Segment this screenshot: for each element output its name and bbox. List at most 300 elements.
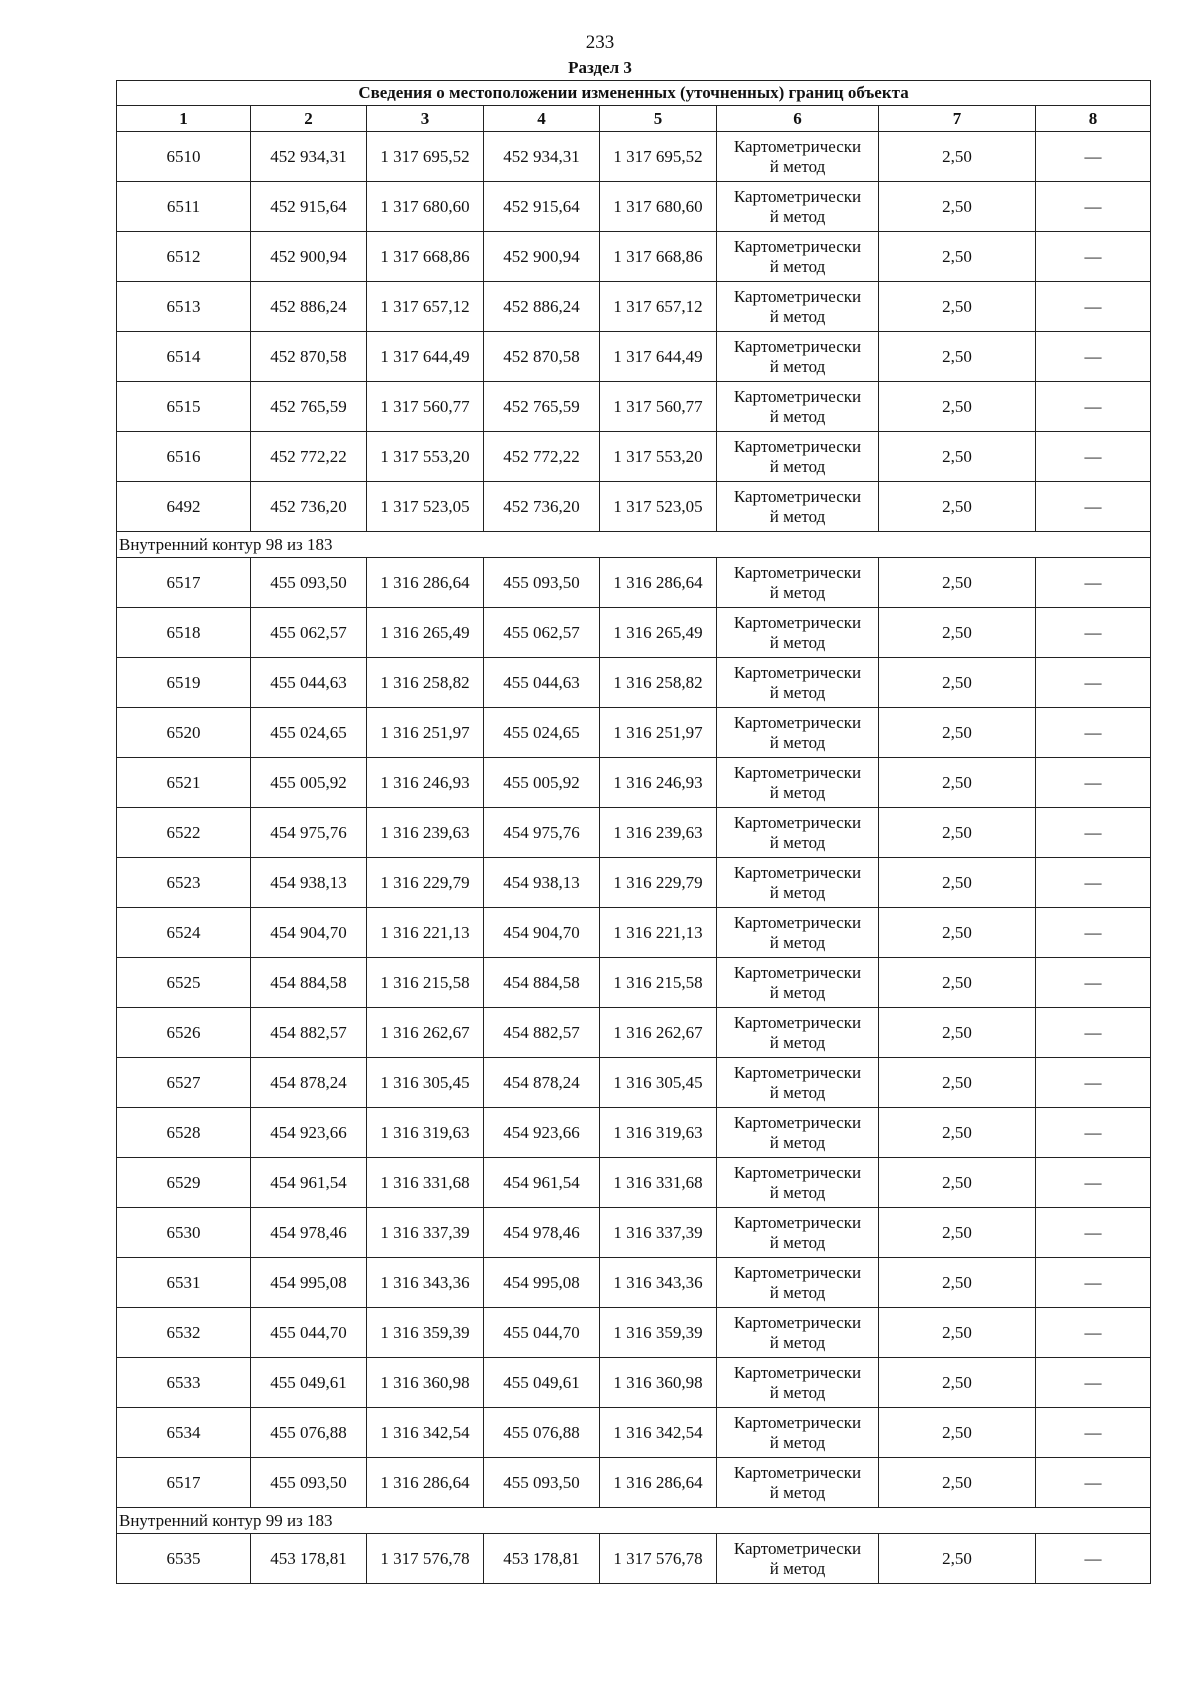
- y-coordinate-cell: 1 316 215,58: [367, 958, 484, 1008]
- method-cell: [717, 708, 879, 758]
- description-cell: —: [1036, 1458, 1151, 1508]
- accuracy-cell: 2,50: [879, 382, 1036, 432]
- x-coordinate-cell: 452 772,22: [484, 432, 600, 482]
- accuracy-cell: 2,50: [879, 1158, 1036, 1208]
- point-number-cell: 6524: [117, 908, 251, 958]
- method-text-line: й метод: [769, 406, 826, 426]
- x-coordinate-cell: 455 024,65: [484, 708, 600, 758]
- accuracy-cell: 2,50: [879, 758, 1036, 808]
- method-cell: [717, 332, 879, 382]
- contour-header-row: [117, 1508, 1151, 1534]
- method-text-line: й метод: [769, 932, 826, 952]
- x-coordinate-cell: 455 093,50: [251, 558, 367, 608]
- table-row: [117, 282, 1151, 332]
- y-coordinate-cell: 1 317 644,49: [600, 332, 717, 382]
- page-number: 233: [585, 32, 615, 53]
- y-coordinate-cell: 1 316 343,36: [367, 1258, 484, 1308]
- point-number-cell: 6510: [117, 132, 251, 182]
- x-coordinate-cell: 454 975,76: [251, 808, 367, 858]
- column-header: 1: [117, 106, 251, 132]
- description-cell: —: [1036, 958, 1151, 1008]
- y-coordinate-cell: 1 317 560,77: [367, 382, 484, 432]
- y-coordinate-cell: 1 316 251,97: [367, 708, 484, 758]
- accuracy-cell: 2,50: [879, 432, 1036, 482]
- method-text-line: Картометрически: [733, 762, 862, 782]
- description-cell: —: [1036, 232, 1151, 282]
- table-row: [117, 1008, 1151, 1058]
- table-row: [117, 708, 1151, 758]
- x-coordinate-cell: 452 886,24: [484, 282, 600, 332]
- y-coordinate-cell: 1 317 680,60: [367, 182, 484, 232]
- x-coordinate-cell: 455 076,88: [251, 1408, 367, 1458]
- method-text-line: Картометрически: [733, 1362, 862, 1382]
- y-coordinate-cell: 1 316 239,63: [367, 808, 484, 858]
- x-coordinate-cell: 454 938,13: [251, 858, 367, 908]
- x-coordinate-cell: 455 049,61: [251, 1358, 367, 1408]
- point-number-cell: 6535: [117, 1534, 251, 1584]
- method-text-line: й метод: [769, 156, 826, 176]
- y-coordinate-cell: 1 316 305,45: [600, 1058, 717, 1108]
- x-coordinate-cell: 452 870,58: [251, 332, 367, 382]
- table-row: [117, 608, 1151, 658]
- table-row: [117, 382, 1151, 432]
- x-coordinate-cell: 452 934,31: [251, 132, 367, 182]
- method-cell: [717, 182, 879, 232]
- point-number-cell: 6527: [117, 1058, 251, 1108]
- x-coordinate-cell: 452 772,22: [251, 432, 367, 482]
- table-caption: Сведения о местоположении измененных (уточненных) границ объекта: [117, 81, 1151, 106]
- table-row: [117, 332, 1151, 382]
- x-coordinate-cell: 455 005,92: [484, 758, 600, 808]
- point-number-cell: 6530: [117, 1208, 251, 1258]
- y-coordinate-cell: 1 316 286,64: [367, 558, 484, 608]
- method-cell: [717, 132, 879, 182]
- method-cell: [717, 1408, 879, 1458]
- method-cell: [717, 1258, 879, 1308]
- method-text-line: й метод: [769, 306, 826, 326]
- method-text-line: й метод: [769, 1032, 826, 1052]
- x-coordinate-cell: 452 765,59: [251, 382, 367, 432]
- method-text-line: Картометрически: [733, 1312, 862, 1332]
- method-text-line: й метод: [769, 732, 826, 752]
- x-coordinate-cell: 452 736,20: [251, 482, 367, 532]
- description-cell: —: [1036, 1534, 1151, 1584]
- x-coordinate-cell: 452 934,31: [484, 132, 600, 182]
- y-coordinate-cell: 1 317 553,20: [367, 432, 484, 482]
- method-text-line: Картометрически: [733, 712, 862, 732]
- x-coordinate-cell: 452 900,94: [484, 232, 600, 282]
- y-coordinate-cell: 1 316 221,13: [600, 908, 717, 958]
- point-number-cell: 6534: [117, 1408, 251, 1458]
- description-cell: —: [1036, 1258, 1151, 1308]
- x-coordinate-cell: 452 886,24: [251, 282, 367, 332]
- method-text-line: Картометрически: [733, 486, 862, 506]
- y-coordinate-cell: 1 316 265,49: [600, 608, 717, 658]
- x-coordinate-cell: 452 915,64: [251, 182, 367, 232]
- y-coordinate-cell: 1 316 286,64: [367, 1458, 484, 1508]
- method-text-line: Картометрически: [733, 336, 862, 356]
- accuracy-cell: 2,50: [879, 482, 1036, 532]
- x-coordinate-cell: 454 995,08: [484, 1258, 600, 1308]
- description-cell: —: [1036, 182, 1151, 232]
- description-cell: —: [1036, 758, 1151, 808]
- accuracy-cell: 2,50: [879, 1534, 1036, 1584]
- point-number-cell: 6528: [117, 1108, 251, 1158]
- method-cell: [717, 908, 879, 958]
- description-cell: —: [1036, 858, 1151, 908]
- method-text-line: Картометрически: [733, 136, 862, 156]
- method-cell: [717, 658, 879, 708]
- accuracy-cell: 2,50: [879, 332, 1036, 382]
- method-text-line: й метод: [769, 1132, 826, 1152]
- x-coordinate-cell: 455 049,61: [484, 1358, 600, 1408]
- table-row: [117, 1358, 1151, 1408]
- method-cell: [717, 1158, 879, 1208]
- y-coordinate-cell: 1 316 262,67: [367, 1008, 484, 1058]
- x-coordinate-cell: 455 044,63: [251, 658, 367, 708]
- y-coordinate-cell: 1 316 246,93: [367, 758, 484, 808]
- x-coordinate-cell: 455 062,57: [251, 608, 367, 658]
- x-coordinate-cell: 455 044,70: [251, 1308, 367, 1358]
- point-number-cell: 6526: [117, 1008, 251, 1058]
- method-cell: [717, 232, 879, 282]
- y-coordinate-cell: 1 317 560,77: [600, 382, 717, 432]
- table-row: [117, 432, 1151, 482]
- y-coordinate-cell: 1 316 331,68: [367, 1158, 484, 1208]
- y-coordinate-cell: 1 317 657,12: [367, 282, 484, 332]
- y-coordinate-cell: 1 316 229,79: [600, 858, 717, 908]
- x-coordinate-cell: 454 904,70: [484, 908, 600, 958]
- method-cell: [717, 382, 879, 432]
- method-cell: [717, 1008, 879, 1058]
- contour-header-row: [117, 532, 1151, 558]
- x-coordinate-cell: 455 076,88: [484, 1408, 600, 1458]
- y-coordinate-cell: 1 317 576,78: [600, 1534, 717, 1584]
- column-header: 3: [367, 106, 484, 132]
- method-text-line: й метод: [769, 1232, 826, 1252]
- table-row: [117, 758, 1151, 808]
- table-row: [117, 1158, 1151, 1208]
- y-coordinate-cell: 1 316 319,63: [367, 1108, 484, 1158]
- x-coordinate-cell: 452 736,20: [484, 482, 600, 532]
- y-coordinate-cell: 1 316 215,58: [600, 958, 717, 1008]
- method-text-line: й метод: [769, 1482, 826, 1502]
- y-coordinate-cell: 1 316 258,82: [600, 658, 717, 708]
- description-cell: —: [1036, 382, 1151, 432]
- method-text-line: Картометрически: [733, 1062, 862, 1082]
- y-coordinate-cell: 1 316 251,97: [600, 708, 717, 758]
- x-coordinate-cell: 452 870,58: [484, 332, 600, 382]
- y-coordinate-cell: 1 316 359,39: [600, 1308, 717, 1358]
- point-number-cell: 6518: [117, 608, 251, 658]
- x-coordinate-cell: 454 882,57: [484, 1008, 600, 1058]
- method-text-line: й метод: [769, 506, 826, 526]
- x-coordinate-cell: 454 878,24: [484, 1058, 600, 1108]
- table-row: [117, 1108, 1151, 1158]
- y-coordinate-cell: 1 316 331,68: [600, 1158, 717, 1208]
- accuracy-cell: 2,50: [879, 232, 1036, 282]
- method-text-line: Картометрически: [733, 1012, 862, 1032]
- table-row: [117, 1058, 1151, 1108]
- x-coordinate-cell: 454 961,54: [484, 1158, 600, 1208]
- y-coordinate-cell: 1 316 337,39: [367, 1208, 484, 1258]
- description-cell: —: [1036, 908, 1151, 958]
- accuracy-cell: 2,50: [879, 182, 1036, 232]
- description-cell: —: [1036, 558, 1151, 608]
- method-cell: [717, 282, 879, 332]
- method-cell: [717, 958, 879, 1008]
- method-cell: [717, 1458, 879, 1508]
- y-coordinate-cell: 1 316 342,54: [367, 1408, 484, 1458]
- accuracy-cell: 2,50: [879, 1358, 1036, 1408]
- column-header: 8: [1036, 106, 1151, 132]
- y-coordinate-cell: 1 317 695,52: [600, 132, 717, 182]
- method-text-line: Картометрически: [733, 912, 862, 932]
- point-number-cell: 6520: [117, 708, 251, 758]
- method-cell: [717, 1108, 879, 1158]
- y-coordinate-cell: 1 317 668,86: [600, 232, 717, 282]
- x-coordinate-cell: 455 093,50: [484, 558, 600, 608]
- x-coordinate-cell: 453 178,81: [484, 1534, 600, 1584]
- description-cell: —: [1036, 1008, 1151, 1058]
- y-coordinate-cell: 1 316 343,36: [600, 1258, 717, 1308]
- method-cell: [717, 1534, 879, 1584]
- x-coordinate-cell: 455 044,70: [484, 1308, 600, 1358]
- description-cell: —: [1036, 432, 1151, 482]
- table-row: [117, 558, 1151, 608]
- x-coordinate-cell: 455 062,57: [484, 608, 600, 658]
- x-coordinate-cell: 454 884,58: [251, 958, 367, 1008]
- table-row: [117, 132, 1151, 182]
- x-coordinate-cell: 454 904,70: [251, 908, 367, 958]
- method-cell: [717, 482, 879, 532]
- table-body: [117, 81, 1151, 1584]
- accuracy-cell: 2,50: [879, 1408, 1036, 1458]
- point-number-cell: 6516: [117, 432, 251, 482]
- point-number-cell: 6511: [117, 182, 251, 232]
- table-row: [117, 1258, 1151, 1308]
- y-coordinate-cell: 1 317 553,20: [600, 432, 717, 482]
- table-row: [117, 482, 1151, 532]
- accuracy-cell: 2,50: [879, 132, 1036, 182]
- method-text-line: й метод: [769, 1432, 826, 1452]
- method-text-line: й метод: [769, 256, 826, 276]
- table-row: [117, 958, 1151, 1008]
- table-row: [117, 1534, 1151, 1584]
- y-coordinate-cell: 1 316 258,82: [367, 658, 484, 708]
- accuracy-cell: 2,50: [879, 1208, 1036, 1258]
- method-text-line: й метод: [769, 1382, 826, 1402]
- method-text-line: Картометрически: [733, 562, 862, 582]
- y-coordinate-cell: 1 317 680,60: [600, 182, 717, 232]
- method-cell: [717, 808, 879, 858]
- point-number-cell: 6514: [117, 332, 251, 382]
- coordinates-table: [116, 80, 1151, 1584]
- table-row: [117, 808, 1151, 858]
- description-cell: —: [1036, 1058, 1151, 1108]
- accuracy-cell: 2,50: [879, 808, 1036, 858]
- method-text-line: й метод: [769, 456, 826, 476]
- method-text-line: й метод: [769, 682, 826, 702]
- point-number-cell: 6513: [117, 282, 251, 332]
- table-row: [117, 232, 1151, 282]
- table-row: [117, 1308, 1151, 1358]
- y-coordinate-cell: 1 316 262,67: [600, 1008, 717, 1058]
- method-text-line: й метод: [769, 1282, 826, 1302]
- section-title: Раздел 3: [568, 58, 632, 77]
- method-text-line: Картометрически: [733, 1212, 862, 1232]
- x-coordinate-cell: 454 923,66: [484, 1108, 600, 1158]
- contour-label: Внутренний контур 99 из 183: [117, 1508, 1151, 1534]
- x-coordinate-cell: 454 923,66: [251, 1108, 367, 1158]
- method-cell: [717, 858, 879, 908]
- description-cell: —: [1036, 608, 1151, 658]
- table-row: [117, 182, 1151, 232]
- method-text-line: й метод: [769, 882, 826, 902]
- accuracy-cell: 2,50: [879, 1108, 1036, 1158]
- method-text-line: Картометрически: [733, 1538, 862, 1558]
- method-cell: [717, 1208, 879, 1258]
- point-number-cell: 6532: [117, 1308, 251, 1358]
- y-coordinate-cell: 1 316 229,79: [367, 858, 484, 908]
- method-text-line: й метод: [769, 1558, 826, 1578]
- point-number-cell: 6492: [117, 482, 251, 532]
- y-coordinate-cell: 1 316 239,63: [600, 808, 717, 858]
- method-cell: [717, 432, 879, 482]
- method-text-line: й метод: [769, 356, 826, 376]
- method-cell: [717, 1308, 879, 1358]
- method-text-line: Картометрически: [733, 1462, 862, 1482]
- method-text-line: Картометрически: [733, 1112, 862, 1132]
- method-text-line: й метод: [769, 782, 826, 802]
- table-row: [117, 908, 1151, 958]
- description-cell: —: [1036, 1158, 1151, 1208]
- method-text-line: Картометрически: [733, 286, 862, 306]
- x-coordinate-cell: 455 005,92: [251, 758, 367, 808]
- point-number-cell: 6522: [117, 808, 251, 858]
- accuracy-cell: 2,50: [879, 558, 1036, 608]
- y-coordinate-cell: 1 316 305,45: [367, 1058, 484, 1108]
- x-coordinate-cell: 452 765,59: [484, 382, 600, 432]
- x-coordinate-cell: 452 915,64: [484, 182, 600, 232]
- accuracy-cell: 2,50: [879, 858, 1036, 908]
- accuracy-cell: 2,50: [879, 608, 1036, 658]
- x-coordinate-cell: 454 882,57: [251, 1008, 367, 1058]
- method-text-line: й метод: [769, 832, 826, 852]
- column-header: 5: [600, 106, 717, 132]
- description-cell: —: [1036, 1108, 1151, 1158]
- y-coordinate-cell: 1 316 221,13: [367, 908, 484, 958]
- method-cell: [717, 1058, 879, 1108]
- point-number-cell: 6523: [117, 858, 251, 908]
- y-coordinate-cell: 1 317 523,05: [600, 482, 717, 532]
- method-text-line: Картометрически: [733, 436, 862, 456]
- y-coordinate-cell: 1 316 246,93: [600, 758, 717, 808]
- accuracy-cell: 2,50: [879, 1058, 1036, 1108]
- method-cell: [717, 1358, 879, 1408]
- point-number-cell: 6517: [117, 558, 251, 608]
- method-text-line: Картометрически: [733, 812, 862, 832]
- description-cell: —: [1036, 282, 1151, 332]
- y-coordinate-cell: 1 317 668,86: [367, 232, 484, 282]
- accuracy-cell: 2,50: [879, 1008, 1036, 1058]
- column-header: 7: [879, 106, 1036, 132]
- point-number-cell: 6525: [117, 958, 251, 1008]
- y-coordinate-cell: 1 316 360,98: [600, 1358, 717, 1408]
- point-number-cell: 6521: [117, 758, 251, 808]
- method-text-line: Картометрически: [733, 1262, 862, 1282]
- accuracy-cell: 2,50: [879, 1258, 1036, 1308]
- y-coordinate-cell: 1 316 286,64: [600, 1458, 717, 1508]
- description-cell: —: [1036, 658, 1151, 708]
- y-coordinate-cell: 1 316 337,39: [600, 1208, 717, 1258]
- accuracy-cell: 2,50: [879, 282, 1036, 332]
- y-coordinate-cell: 1 317 657,12: [600, 282, 717, 332]
- description-cell: —: [1036, 1358, 1151, 1408]
- x-coordinate-cell: 454 995,08: [251, 1258, 367, 1308]
- table-row: [117, 1208, 1151, 1258]
- point-number-cell: 6512: [117, 232, 251, 282]
- x-coordinate-cell: 454 961,54: [251, 1158, 367, 1208]
- y-coordinate-cell: 1 316 265,49: [367, 608, 484, 658]
- y-coordinate-cell: 1 317 523,05: [367, 482, 484, 532]
- x-coordinate-cell: 455 093,50: [484, 1458, 600, 1508]
- table-caption-row: [117, 81, 1151, 106]
- contour-label: Внутренний контур 98 из 183: [117, 532, 1151, 558]
- description-cell: —: [1036, 132, 1151, 182]
- y-coordinate-cell: 1 317 576,78: [367, 1534, 484, 1584]
- method-text-line: й метод: [769, 1332, 826, 1352]
- point-number-cell: 6529: [117, 1158, 251, 1208]
- x-coordinate-cell: 454 938,13: [484, 858, 600, 908]
- description-cell: —: [1036, 1308, 1151, 1358]
- column-header-row: [117, 106, 1151, 132]
- point-number-cell: 6517: [117, 1458, 251, 1508]
- x-coordinate-cell: 452 900,94: [251, 232, 367, 282]
- accuracy-cell: 2,50: [879, 958, 1036, 1008]
- x-coordinate-cell: 453 178,81: [251, 1534, 367, 1584]
- method-text-line: й метод: [769, 1182, 826, 1202]
- point-number-cell: 6533: [117, 1358, 251, 1408]
- accuracy-cell: 2,50: [879, 908, 1036, 958]
- method-text-line: Картометрически: [733, 612, 862, 632]
- x-coordinate-cell: 455 044,63: [484, 658, 600, 708]
- description-cell: —: [1036, 1408, 1151, 1458]
- point-number-cell: 6515: [117, 382, 251, 432]
- point-number-cell: 6519: [117, 658, 251, 708]
- description-cell: —: [1036, 332, 1151, 382]
- method-text-line: й метод: [769, 982, 826, 1002]
- x-coordinate-cell: 454 884,58: [484, 958, 600, 1008]
- y-coordinate-cell: 1 317 644,49: [367, 332, 484, 382]
- table-row: [117, 658, 1151, 708]
- method-text-line: Картометрически: [733, 962, 862, 982]
- table-row: [117, 858, 1151, 908]
- y-coordinate-cell: 1 316 342,54: [600, 1408, 717, 1458]
- point-number-cell: 6531: [117, 1258, 251, 1308]
- method-text-line: й метод: [769, 632, 826, 652]
- method-text-line: й метод: [769, 582, 826, 602]
- x-coordinate-cell: 455 024,65: [251, 708, 367, 758]
- accuracy-cell: 2,50: [879, 1308, 1036, 1358]
- y-coordinate-cell: 1 317 695,52: [367, 132, 484, 182]
- table-row: [117, 1408, 1151, 1458]
- method-text-line: Картометрически: [733, 1162, 862, 1182]
- method-text-line: Картометрически: [733, 236, 862, 256]
- x-coordinate-cell: 454 978,46: [251, 1208, 367, 1258]
- table-row: [117, 1458, 1151, 1508]
- method-text-line: й метод: [769, 206, 826, 226]
